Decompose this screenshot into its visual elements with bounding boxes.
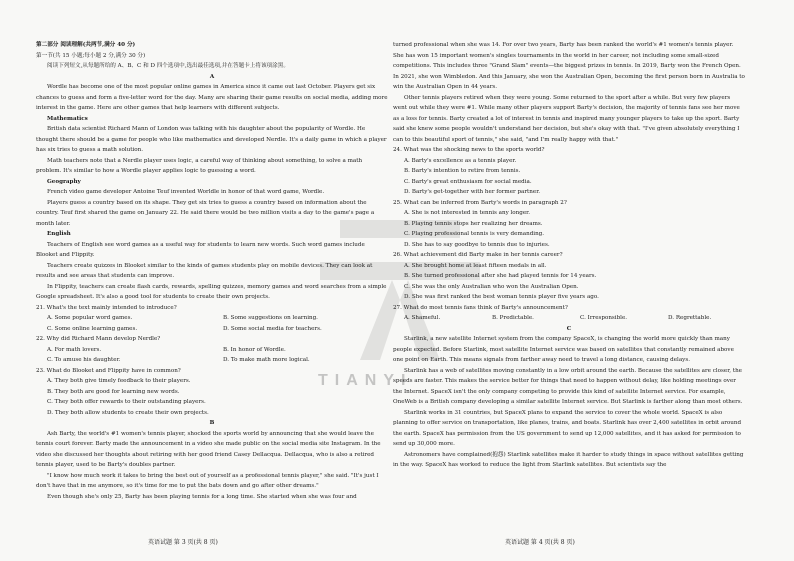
section-title: 第二部分 阅读理解(共两节,满分 40 分) — [36, 42, 136, 48]
passage-a-paragraph: Teachers of English see word games as a useful way for students to learn new words. Such word games include Blooket and Flippity. — [36, 241, 365, 258]
question-26-options — [393, 261, 745, 303]
option: A. Shameful. — [404, 315, 441, 321]
option: B. She turned professional after she had played tennis for 14 years. — [404, 273, 597, 279]
option: D. To make math more logical. — [223, 357, 310, 363]
option: C. She was the only Australian who won the Australian Open. — [404, 283, 579, 290]
question-23: 23. What do Blooket and Flippity have in common? — [36, 367, 181, 374]
right-page-column — [393, 40, 745, 471]
question-27-options — [393, 313, 745, 324]
passage-b-paragraph: Other tennis players retired when they were young. Some returned to the sport after a while. But very few players went out while they were #1. While many other players support Barty's decision, the majority of tennis fans see her move as a loss for tennis. Barty created a lot of interest in tennis and inspired many younger players to take up the sport. Barty said she knew some people wouldn't understand her decision, but she's okay with that. "I've given absolutely everything I can to this beautiful sport of tennis," she said, "and I'm really happy with that." — [393, 94, 740, 143]
passage-c-label: C — [566, 325, 572, 332]
subheading-mathematics: Mathematics — [47, 115, 88, 122]
question-24: 24. What was the shocking news to the sports world? — [393, 147, 545, 153]
option: C. Barty's great enthusiasm for social media. — [404, 178, 532, 185]
option: B. They both are good for learning new words. — [47, 388, 180, 395]
question-22: 22. Why did Richard Mann develop Nerdle? — [36, 336, 161, 342]
option: B. Barty's intention to retire from tennis. — [404, 168, 521, 174]
watermark-text: TIANYI — [318, 372, 413, 389]
option: C. They both offer rewards to their outstanding players. — [47, 399, 206, 405]
passage-b-paragraph: Even though she's only 25, Barty has been playing tennis for a long time. She started when she was four and — [47, 493, 357, 500]
page-footer-right: 英语试题 第 4 页(共 8 页) — [505, 539, 575, 546]
option: D. She was first ranked the best woman tennis player five years ago. — [404, 294, 599, 300]
question-21-options — [36, 313, 388, 334]
instruction: 阅读下列短文,从每题所给的 A、B、C 和 D 四个选项中,选出最佳选项,并在答题卡上将该项涂黑。 — [47, 63, 289, 69]
passage-a-paragraph: French video game developer Antoine Teuf invented Worldle in honor of that word game, Wordle. — [47, 189, 325, 195]
passage-c-paragraph: Starlink, a new satellite Internet system from the company SpaceX, is changing the world more quickly than many people expected. Before Starlink, most satellite Internet service was based on satellites that constantly remained above one point on Earth. This means signals from farther away need to travel a long distance, causing delays. — [393, 336, 734, 363]
question-24-options — [393, 156, 745, 198]
passage-a-paragraph: Math teachers note that a Nerdle player uses logic, a careful way of thinking about something, to solve a math problem. It's similar to how a Wordle player applies logic to guessing a word. — [36, 157, 363, 174]
option: C. Playing professional tennis is very demanding. — [404, 231, 545, 237]
option: D. Regrettable. — [668, 315, 712, 321]
question-22-options — [36, 345, 388, 366]
option: C. Some online learning games. — [47, 325, 138, 332]
passage-a-label: A — [209, 73, 215, 80]
passage-a-paragraph: British data scientist Richard Mann of London was talking with his daughter about the popularity of Wordle. He thought there should be a game for people who like mathematics and developed Nerdle. It's a daily game in which a player has six tries to guess a math solution. — [36, 126, 387, 153]
option: B. Some suggestions on learning. — [223, 315, 318, 321]
option: C. Irresponsible. — [580, 315, 628, 321]
passage-c-paragraph: Astronomers have complained(抱怨) Starlink satellites make it harder to study things in space without satellites getting in the way. SpaceX has worked to reduce the light from Starlink satellites. But scientists say the — [393, 451, 744, 468]
question-27: 27. What do most tennis fans think of Barty's announcement? — [393, 304, 568, 311]
subheading-english: English — [47, 231, 71, 237]
option: C. To amuse his daughter. — [47, 357, 121, 363]
question-25-options — [393, 208, 745, 250]
option: A. She brought home at least fifteen medals in all. — [404, 262, 547, 269]
option: B. Predictable. — [492, 315, 534, 321]
passage-c-paragraph: Starlink has a web of satellites moving constantly in a low orbit around the earth. Because the satellites are closer, the speeds are faster. This makes the service better for things that need to happen without delay, like holding meetings over the Internet. SpaceX isn't the only company competing to provide this kind of satellite Internet service. For example, OneWeb is a British company developing a similar satellite Internet service. But Starlink is farther along than most others. — [393, 367, 743, 405]
option: A. Barty's excellence as a tennis player. — [404, 157, 517, 164]
question-26: 26. What achievement did Barty make in her tennis career? — [393, 252, 563, 258]
passage-a-paragraph: Wordle has become one of the most popular online games in America since it came out last October. Players get six chances to guess and form a five-letter word for the day. Many are sharing their game results on social media, adding more interest in the game. Here are other games that help learners with different subjects. — [36, 84, 388, 111]
question-21: 21. What's the text mainly intended to introduce? — [36, 304, 177, 311]
passage-c-paragraph: Starlink works in 31 countries, but SpaceX plans to expand the service to cover the whole world. SpaceX is also planning to offer service on transportation, like planes, trains, and boats. Starlink has over 2,400 satellites in orbit around the earth. SpaceX has permission from the US government to send up 12,000 satellites, and it has asked for permission to send up 30,000 more. — [393, 409, 742, 447]
option: A. Some popular word games. — [47, 315, 133, 321]
passage-b-paragraph: "I know how much work it takes to bring the best out of yourself as a professional tennis player," she said. "It's just I don't have that in me anymore, so it's time for me to put the bats down and go after other dreams." — [36, 472, 379, 489]
section-subtitle: 第一节(共 15 小题;每小题 2 分,满分 30 分) — [36, 52, 146, 59]
question-23-options — [36, 376, 388, 418]
option: B. Playing tennis stops her realizing her dreams. — [404, 220, 543, 227]
passage-a-paragraph: Teachers create quizzes in Blooket similar to the kinds of games students play on mobile devices. They can look at results and see areas that students can improve. — [36, 262, 373, 279]
option: B. In honor of Wordle. — [223, 346, 286, 353]
passage-b-label: B — [209, 420, 215, 426]
passage-b-paragraph: Ash Barty, the world's #1 women's tennis player, shocked the sports world by announcing that she would leave the tennis court forever. Barty made the announcement in a video she made public on the social media site Instagram. In the video she discussed her thoughts about retiring with her good friend Casey Dellacqua. Dellacqua, who is also a retired tennis player, used to be Barty's doubles partner. — [36, 430, 381, 468]
option: D. She has to say goodbye to tennis due to injuries. — [404, 241, 550, 248]
page-footer-left: 英语试题 第 3 页(共 8 页) — [148, 539, 218, 546]
option: D. They both allow students to create their own projects. — [47, 409, 209, 416]
left-page-column — [36, 40, 388, 502]
option: A. She is not interested in tennis any longer. — [404, 210, 531, 216]
option: D. Some social media for teachers. — [223, 325, 322, 332]
question-25: 25. What can be inferred from Barty's words in paragraph 2? — [393, 199, 567, 206]
option: A. They both give timely feedback to their players. — [47, 378, 191, 384]
passage-b-paragraph: turned professional when she was 14. For over two years, Barty has been ranked the world's #1 women's tennis player. She has won 15 important women's singles tournaments in the world in her career, not including some small-sized competitions. This includes three "Grand Slam" events—the biggest prizes in tennis. In 2019, Barty won the French Open. In 2021, she won Wimbledon. And this January, she won the Australian Open, becoming the first person born in Australia to win the Australian Open in 44 years. — [393, 42, 745, 90]
option: A. For math lovers. — [47, 346, 102, 353]
option: D. Barty's get-together with her former partner. — [404, 189, 541, 195]
passage-a-paragraph: In Flippity, teachers can create flash cards, rewards, spelling quizzes, memory games and word searches from a simple Google spreadsheet. It's also a good tool for students to create their own projects. — [36, 283, 387, 300]
passage-a-paragraph: Players guess a country based on its shape. They get six tries to guess a country based on information about the country. Teuf first shared the game on January 22. He said there would be two million visits a day to the game's page a month later. — [36, 199, 375, 227]
subheading-geography: Geography — [47, 178, 81, 185]
